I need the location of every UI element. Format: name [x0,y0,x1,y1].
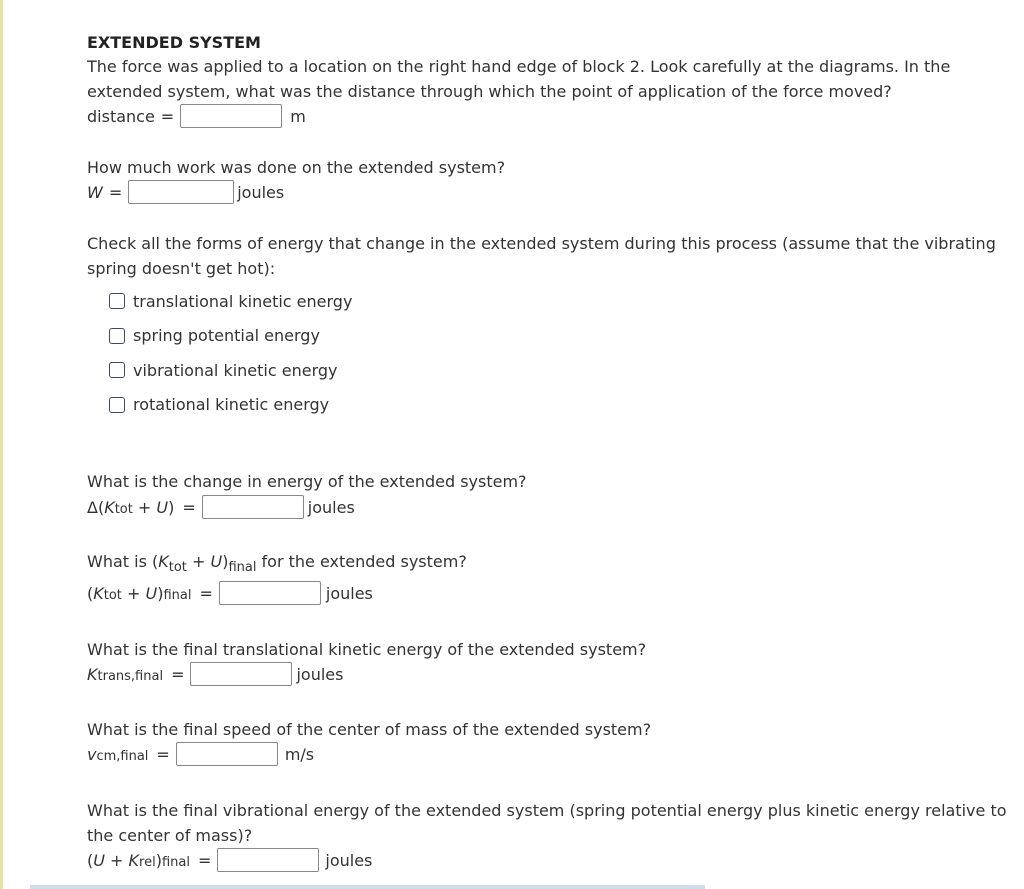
checkbox-icon[interactable] [109,293,125,309]
q4-text: What is the change in energy of the extended system? [87,472,527,491]
q6-equals: = [171,664,185,684]
bottom-divider-bar [30,885,705,889]
q4-equals: = [182,497,196,517]
q1-answer-row [87,104,306,128]
checkbox-label: vibrational kinetic energy [133,360,338,380]
work-label: W [87,182,103,202]
label-part: U [93,850,105,870]
label-part: K [93,583,104,603]
q1-text-line2: extended system, what was the distance through which the point of application of the force moved? [87,82,892,101]
q3-text-line1: Check all the forms of energy that change in the extended system during this process (assume that the vibrating [87,234,996,253]
distance-input[interactable] [180,104,282,128]
k-trans-final-input[interactable] [190,662,292,686]
label-part: v [87,744,97,764]
q8-text-line1: What is the final vibrational energy of the extended system (spring potential energy plus kinetic energy relative to [87,801,1007,820]
checkbox-icon[interactable] [109,362,125,378]
checkbox-label: spring potential energy [133,326,320,346]
label-part: U [145,583,158,603]
checkbox-translational-kinetic[interactable] [109,284,352,319]
q5-text [87,549,467,574]
k-trans-final-unit: joules [296,664,344,684]
text-part: for the extended system? [256,552,467,571]
label-part: ( [87,583,94,603]
q3-text-line2: spring doesn't get hot): [87,259,276,278]
q5-equals: = [199,583,213,603]
label-part: Δ( [87,497,105,517]
text-part: U [210,552,223,571]
section-title: EXTENDED SYSTEM [87,33,261,52]
text-sub: final [228,560,257,575]
q6-answer-row [87,662,343,686]
q2-answer-row [87,180,284,204]
final-energy-label: ( K tot + U ) final [87,583,192,603]
work-input[interactable] [128,180,234,204]
vibrational-energy-unit: joules [325,850,373,870]
label-part: K [128,850,140,870]
checkbox-spring-potential[interactable] [109,319,352,354]
final-energy-unit: joules [325,583,373,603]
energy-checkbox-list [109,284,352,422]
q2-text: How much work was done on the extended system? [87,158,506,177]
k-trans-final-label: K trans,final [87,664,164,684]
q1-equals: = [160,106,175,126]
label-part: ) [157,583,164,603]
delta-energy-label: Δ( K tot + U ) [87,497,175,517]
label-part: + [132,497,157,517]
checkbox-vibrational-kinetic[interactable] [109,353,352,388]
q7-equals: = [156,744,170,764]
q6-text: What is the final translational kinetic energy of the extended system? [87,640,647,659]
vibrational-energy-input[interactable] [217,848,319,872]
text-part: + [186,552,211,571]
label-part: ) [168,497,175,517]
label-part: U [156,497,169,517]
q8-equals: = [197,850,212,870]
q1-text-line1: The force was applied to a location on the right hand edge of block 2. Look carefully at the diagrams. In the [87,57,951,76]
q4-answer-row [87,495,355,519]
label-part: K [104,497,115,517]
checkbox-label: translational kinetic energy [133,291,353,311]
label-part: + [104,850,129,870]
checkbox-rotational-kinetic[interactable] [109,388,352,423]
work-unit: joules [237,182,285,202]
q8-text-line2: the center of mass)? [87,826,253,845]
distance-unit: m [290,106,306,126]
distance-label: distance [87,106,155,126]
checkbox-icon[interactable] [109,328,125,344]
text-sub: tot [168,560,187,575]
v-cm-final-label: v cm,final [87,744,149,764]
left-border-strip [0,0,3,889]
v-cm-final-unit: m/s [284,744,315,764]
final-energy-input[interactable] [219,581,321,605]
text-part: What is ( [87,552,159,571]
text-part: ) [222,552,229,571]
label-part: ( [87,850,94,870]
vibrational-energy-label: ( U + K rel ) final [87,850,190,870]
label-part: + [121,583,146,603]
checkbox-label: rotational kinetic energy [133,395,330,415]
label-part: ) [155,850,162,870]
text-part: K [158,552,169,571]
q7-text: What is the final speed of the center of mass of the extended system? [87,720,652,739]
delta-energy-input[interactable] [202,495,304,519]
q2-equals: = [108,182,123,202]
q8-answer-row [87,848,372,872]
q5-answer-row [87,581,373,605]
v-cm-final-input[interactable] [176,742,278,766]
delta-energy-unit: joules [307,497,355,517]
q7-answer-row [87,742,314,766]
checkbox-icon[interactable] [109,397,125,413]
label-part: K [87,664,98,684]
